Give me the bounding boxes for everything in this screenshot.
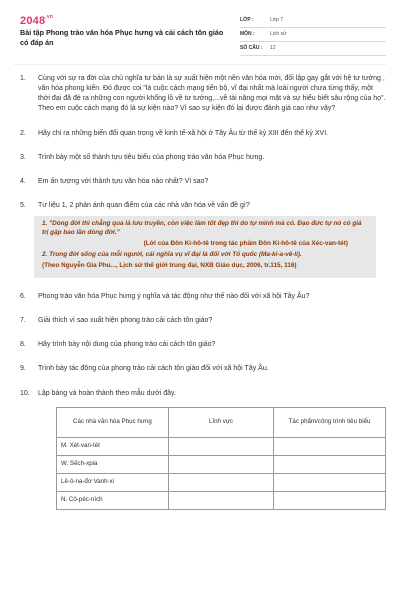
question-number: 1. bbox=[20, 75, 26, 82]
quote-2-source: (Theo Nguyễn Gia Phu..., Lịch sử thế giới trung đại, NXB Giáo dục, 2006, tr.115, 116) bbox=[42, 262, 297, 269]
table-cell-empty bbox=[274, 437, 386, 455]
meta-row-class bbox=[240, 14, 386, 28]
meta-row-count bbox=[240, 42, 386, 56]
question-number: 4. bbox=[20, 177, 26, 185]
meta-key: SỐ CÂU : bbox=[240, 44, 263, 51]
table-cell-empty bbox=[274, 455, 386, 473]
document-meta bbox=[240, 14, 386, 56]
question-number: 3. bbox=[20, 153, 26, 161]
question-number: 9. bbox=[20, 365, 26, 373]
culture-table bbox=[56, 407, 386, 510]
question-number: 5. bbox=[20, 201, 26, 209]
table-cell-name: Lê-ô-na-đơ Vanh-xi bbox=[57, 473, 169, 491]
document-header bbox=[14, 10, 386, 58]
quote-1-source: (Lời của Đôn Ki-hô-tê trong tác phẩm Đôn Ki-hô-tê của Xéc-van-tét) bbox=[143, 240, 348, 248]
table-header-cell: Lĩnh vực bbox=[168, 407, 273, 437]
question-number: 8. bbox=[20, 341, 26, 349]
source-quote-box bbox=[34, 216, 376, 278]
question-number: 7. bbox=[20, 317, 26, 325]
table-header-cell: Các nhà văn hóa Phục hưng bbox=[57, 407, 169, 437]
document-title: Bài tập Phong trào văn hóa Phục hưng và cải cách tôn giáo có đáp án bbox=[20, 28, 224, 47]
question-item bbox=[14, 153, 386, 163]
question-text: Giải thích vì sao xuất hiện phong trào cải cách tôn giáo? bbox=[38, 317, 213, 325]
meta-value: Lớp 7 bbox=[270, 16, 284, 23]
table-row bbox=[57, 473, 386, 491]
question-number: 2. bbox=[20, 129, 26, 137]
question-text: Trình bày một số thành tựu tiêu biểu của phong trào văn hóa Phục hưng. bbox=[38, 153, 265, 161]
question-list bbox=[14, 74, 386, 524]
meta-row-subject bbox=[240, 28, 386, 42]
meta-key: MÔN : bbox=[240, 30, 255, 37]
table-row bbox=[57, 455, 386, 473]
table-cell-empty bbox=[168, 455, 273, 473]
table-row bbox=[57, 437, 386, 455]
meta-value: Lịch sử bbox=[270, 30, 287, 37]
question-item bbox=[14, 389, 386, 510]
question-text: Trình bày tác động của phong trào cải cách tôn giáo đối với xã hội Tây Âu. bbox=[38, 365, 269, 373]
question-item bbox=[14, 292, 386, 302]
quote-1: 1. "Dòng đời thì chẳng qua là lưu truyền, còn việc làm tốt đẹp thì do tự mình mà có. Đạo đức tự nó có giá trị gặp bao lần dòng đời." bbox=[42, 220, 362, 237]
table-cell-name: N. Cô-péc-ních bbox=[57, 491, 169, 509]
table-header-row bbox=[57, 407, 386, 437]
table-cell-name: M. Xét-van-tét bbox=[57, 437, 169, 455]
meta-key: LỚP : bbox=[240, 16, 254, 23]
quote-2: 2. Trong đời sống của mỗi người, cái nghĩa vụ vĩ đại là đối với Tổ quốc (Ma-ki-a-vê-li). bbox=[42, 251, 302, 259]
table-cell-empty bbox=[274, 491, 386, 509]
table-cell-name: W. Sếch-xpia bbox=[57, 455, 169, 473]
question-item bbox=[14, 201, 386, 278]
question-item bbox=[14, 74, 386, 115]
question-text: Hãy trình bày nội dung của phong trào cải cách tôn giáo? bbox=[38, 341, 216, 349]
question-item bbox=[14, 340, 386, 350]
question-item bbox=[14, 316, 386, 326]
question-text: Cùng với sự ra đời của chủ nghĩa tư bản là sự xuất hiện một nền văn hóa mới, đối lập gay gắt với hệ tư tưởng , văn hóa phong kiến. Đó được coi "là cuộc cách mạng tiến bộ, vĩ đại nhất mà loài người chưa từng thấy, một thời đại đã đẻ ra những con người khổng lồ về tư tưởng,...về tài năng mọi mặt và sự hiểu biết sâu rộng của họ". Theo em cuộc cách mạng đó là sự kiện nào? Vì sao sự kiện đó lại được đánh giá cao như vậy? bbox=[38, 75, 386, 113]
question-item bbox=[14, 177, 386, 187]
table-cell-empty bbox=[168, 473, 273, 491]
question-text: Em ấn tượng với thành tựu văn hóa nào nhất? Vì sao? bbox=[38, 177, 209, 185]
question-item bbox=[14, 364, 386, 374]
table-row bbox=[57, 491, 386, 509]
meta-value: 12 bbox=[270, 44, 276, 51]
header-divider bbox=[14, 64, 386, 65]
table-cell-empty bbox=[274, 473, 386, 491]
question-number: 6. bbox=[20, 292, 26, 300]
question-text: Lập bảng và hoàn thành theo mẫu dưới đây. bbox=[38, 389, 176, 397]
table-header-cell: Tác phẩm/công trình tiêu biểu bbox=[274, 407, 386, 437]
table-cell-empty bbox=[168, 437, 273, 455]
site-logo[interactable]: $2048^{.vn}$ bbox=[20, 14, 54, 27]
question-text: Tư liệu 1, 2 phản ánh quan điểm của các nhà văn hóa về vấn đề gì? bbox=[38, 201, 250, 209]
table-cell-empty bbox=[168, 491, 273, 509]
question-text: Phong trào văn hóa Phục hưng ý nghĩa và tác động như thế nào đối với xã hội Tây Âu? bbox=[38, 292, 310, 300]
question-text: Hãy chỉ ra những biến đổi quan trọng về kinh tế-xã hội ở Tây Âu từ thế kỷ XIII đến thế kỷ XVI. bbox=[38, 129, 329, 137]
question-number: 10. bbox=[20, 389, 30, 397]
question-item bbox=[14, 129, 386, 139]
